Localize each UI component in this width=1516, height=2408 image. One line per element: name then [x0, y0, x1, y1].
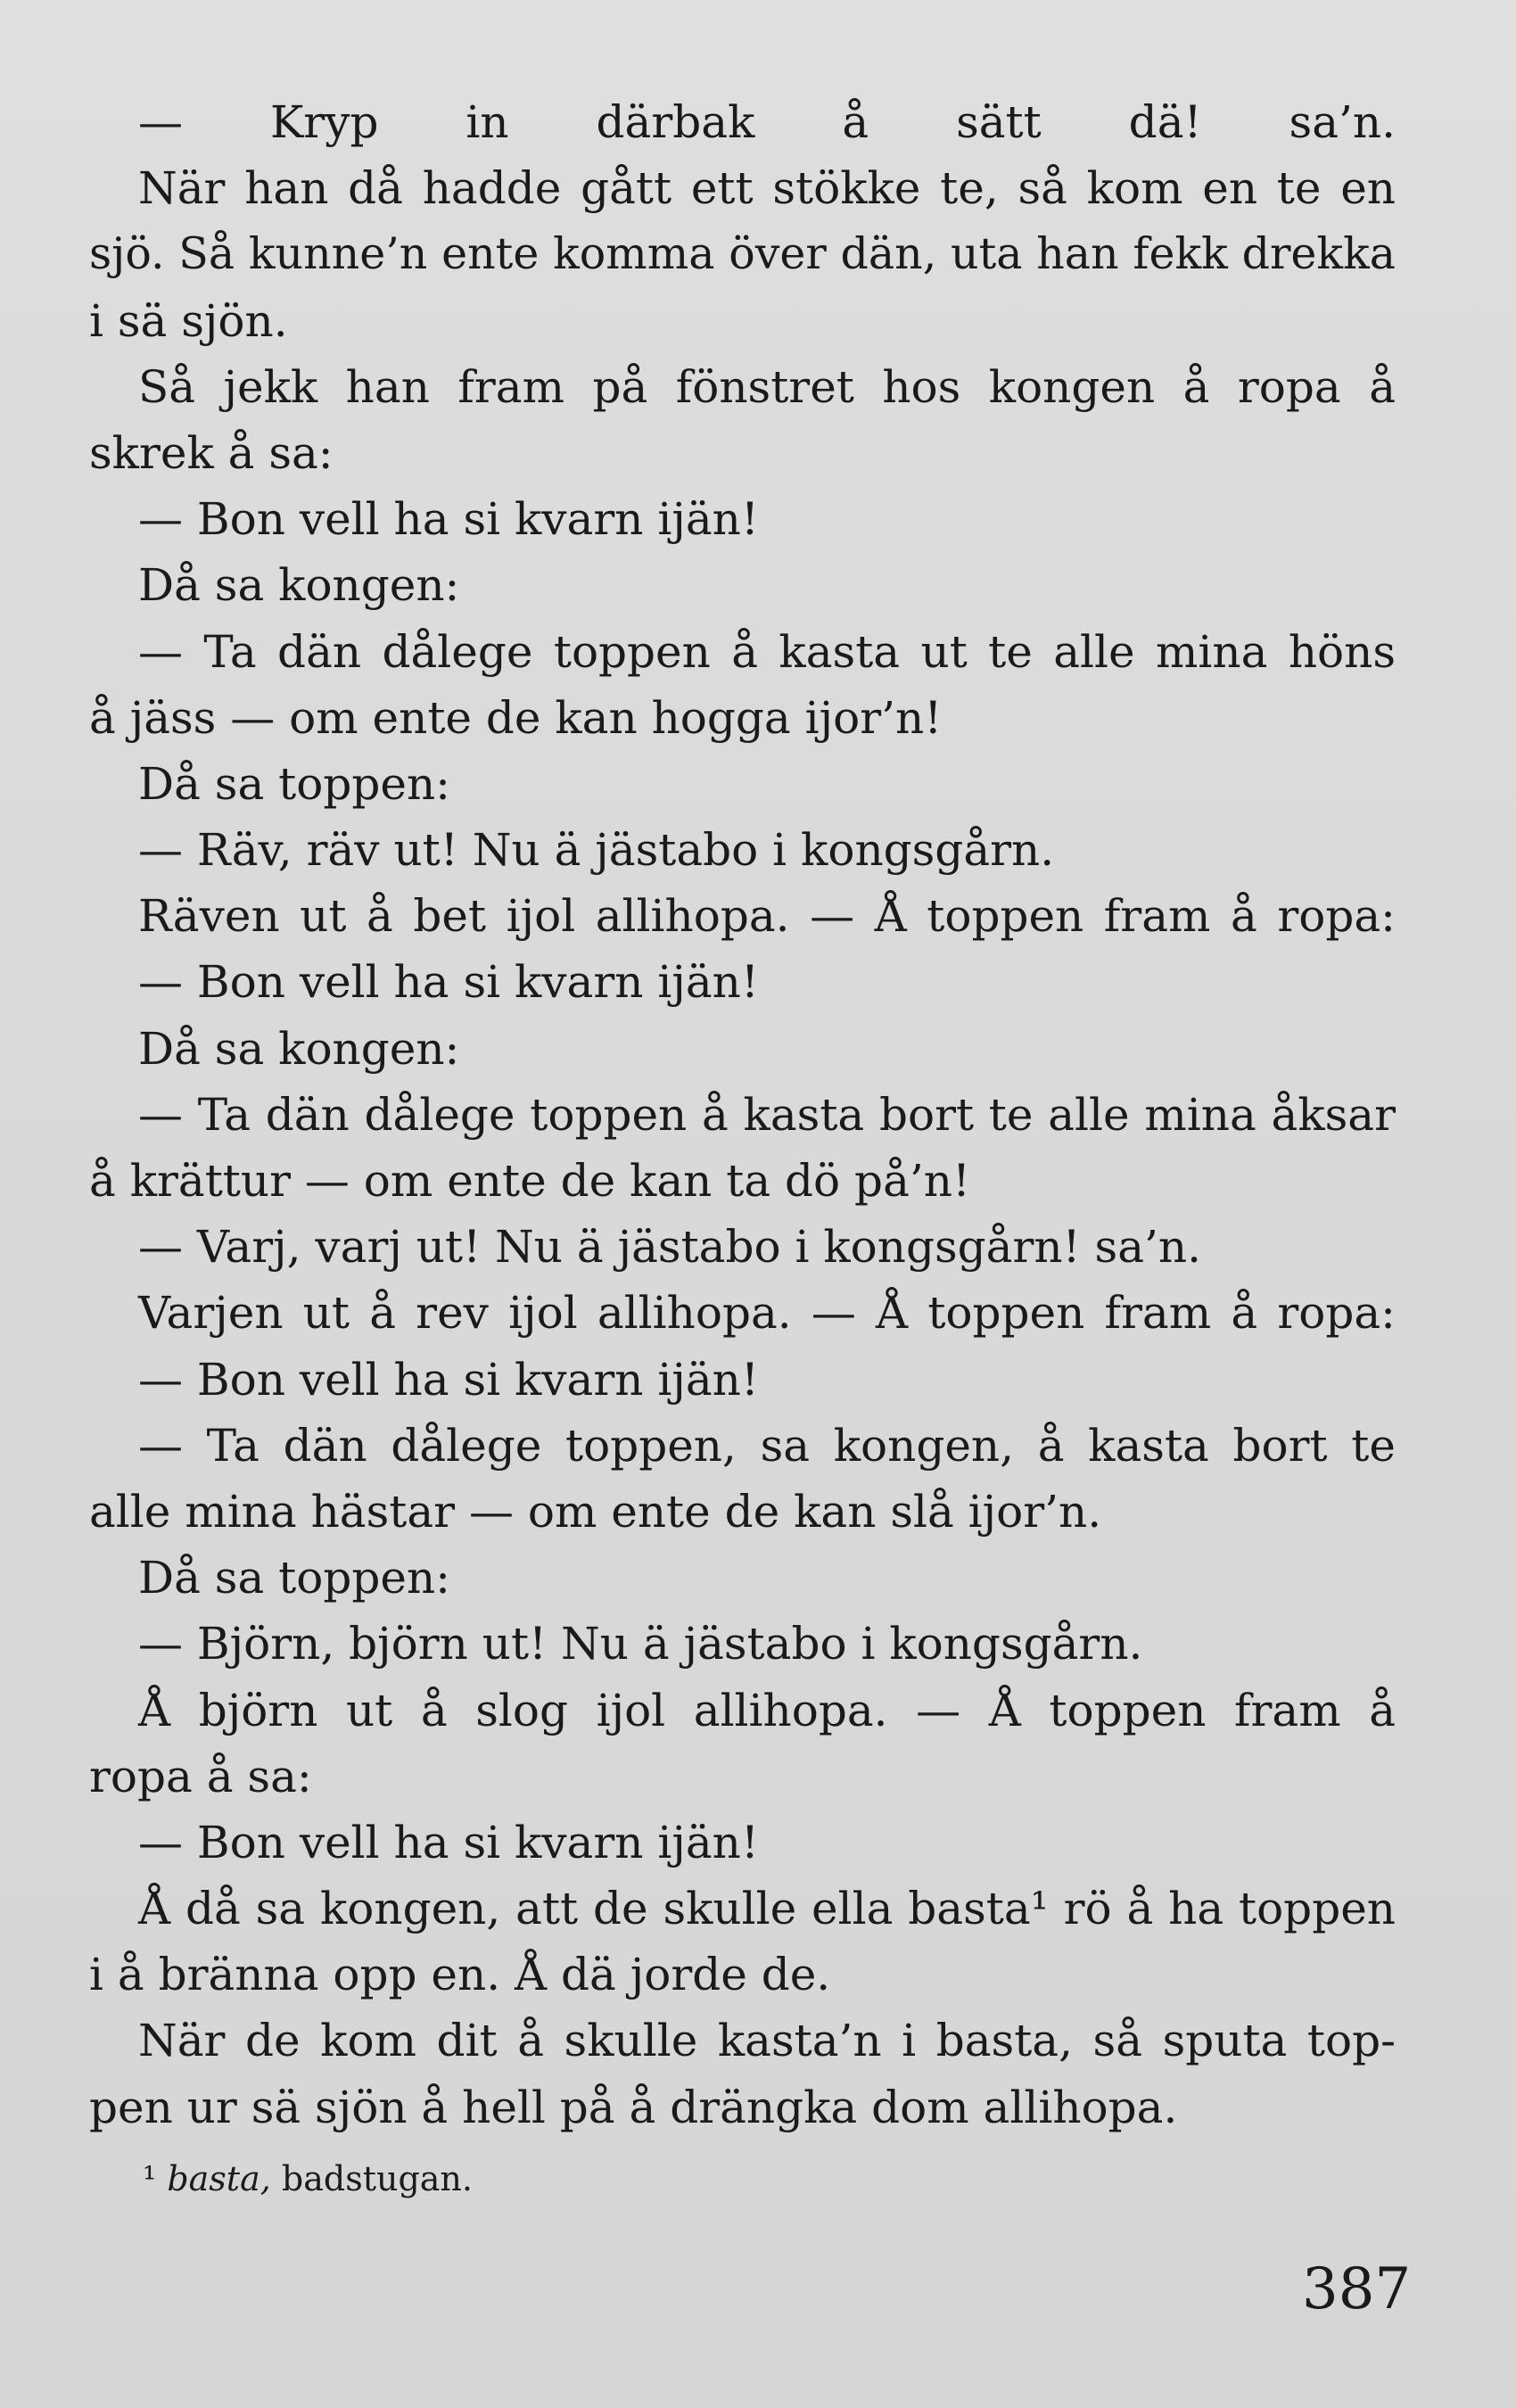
text-line: — Varj, varj ut! Nu ä jästabo i kongsgårn! sa’n. — [138, 1221, 1201, 1274]
text-line: — Ta dän dålege toppen å kasta ut te alle mina höns — [138, 625, 1396, 678]
text-line: skrek å sa: — [89, 426, 334, 479]
text-line: — Ta dän dålege toppen, sa kongen, å kasta bort te — [138, 1419, 1396, 1472]
text-line: Räven ut å bet ijol allihopa. — Å toppen fram å ropa: — [138, 890, 1396, 943]
text-line: sjö. Så kunne’n ente komma över dän, uta han fekk drekka — [89, 228, 1396, 280]
text-line: i sä sjön. — [89, 294, 288, 347]
footnote-text: badstugan. — [270, 2159, 473, 2198]
text-line: Då sa toppen: — [138, 757, 450, 810]
text-line: — Bon vell ha si kvarn ijän! — [138, 956, 759, 1009]
text-line: — Bon vell ha si kvarn ijän! — [138, 493, 759, 546]
text-line: — Bon vell ha si kvarn ijän! — [138, 1816, 759, 1868]
footnote-term: basta, — [167, 2159, 271, 2198]
text-line: Då sa kongen: — [138, 559, 460, 612]
text-line: Då sa kongen: — [138, 1022, 460, 1075]
text-line: När de kom dit å skulle kasta’n i basta, så sputa top- — [138, 2015, 1396, 2067]
footnote — [143, 2156, 473, 2201]
text-line: — Bon vell ha si kvarn ijän! — [138, 1353, 759, 1406]
text-line: å krättur — om ente de kan ta dö på’n! — [89, 1155, 971, 1207]
text-line: å jäss — om ente de kan hogga ijor’n! — [89, 691, 943, 744]
text-line: När han då hadde gått ett stökke te, så kom en te en — [138, 162, 1396, 215]
text-line: Å björn ut å slog ijol allihopa. — Å toppen fram å — [138, 1684, 1396, 1736]
footnote-marker: ¹ — [143, 2159, 168, 2198]
text-line: Å då sa kongen, att de skulle ella basta¹ rö å ha toppen — [138, 1883, 1396, 1935]
text-line: — Räv, räv ut! Nu ä jästabo i kongsgårn. — [138, 824, 1055, 877]
text-line: Varjen ut å rev ijol allihopa. — Å toppen fram å ropa: — [138, 1287, 1396, 1340]
text-line: ropa å sa: — [89, 1750, 312, 1802]
text-line: — Ta dän dålege toppen å kasta bort te alle mina åksar — [138, 1088, 1396, 1141]
page-number: 387 — [1302, 2256, 1412, 2322]
text-line: pen ur sä sjön å hell på å drängka dom allihopa. — [89, 2081, 1178, 2133]
text-line: Så jekk han fram på fönstret hos kongen å ropa å — [138, 360, 1396, 413]
story-text — [89, 89, 1396, 2140]
text-line: — Kryp in därbak å sätt dä! sa’n. — [138, 96, 1396, 148]
text-line: alle mina hästar — om ente de kan slå ijor’n. — [89, 1485, 1102, 1538]
text-line: i å bränna opp en. Å dä jorde de. — [89, 1949, 831, 2001]
text-line: — Björn, björn ut! Nu ä jästabo i kongsgårn. — [138, 1618, 1143, 1670]
text-line: Då sa toppen: — [138, 1552, 450, 1604]
